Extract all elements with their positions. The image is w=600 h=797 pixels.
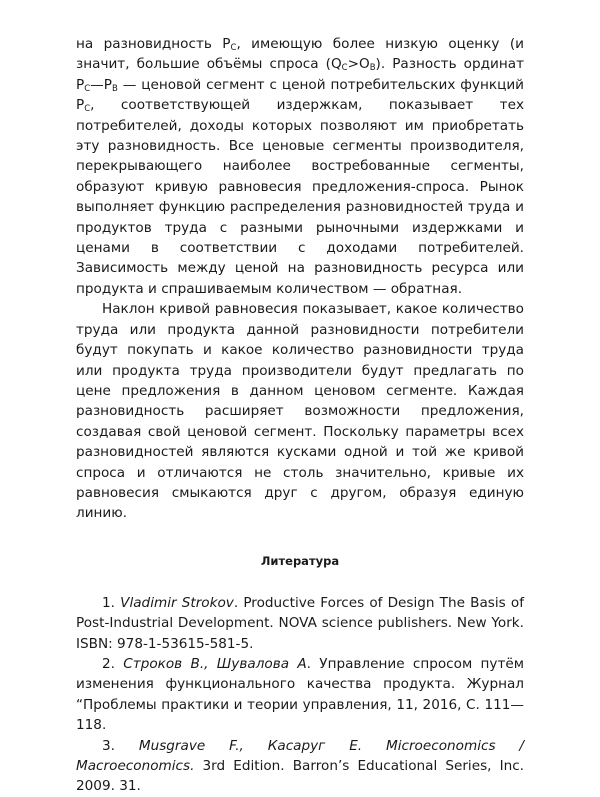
reference-item bbox=[76, 593, 524, 654]
reference-number: 2. bbox=[102, 655, 115, 672]
text-run: >O bbox=[347, 56, 370, 73]
text-run: —P bbox=[90, 76, 112, 93]
subscript: B bbox=[369, 63, 376, 74]
subscript: C bbox=[84, 104, 91, 115]
text-run: , соответствующей издержкам, показывает тех потребителей, доходы которых позволяют им приобретать эту разновидность. Все ценовые сегменты производителя, перекрывающего наиболее востребованные сегменты, образуют кривую равновесия предложения-спроса. Рынок выполняет функцию распределения разновидностей труда и продуктов труда с разными рыночными издержками и ценами в соответствии с доходами потребителей. Зависимость между ценой на разновидность ресурса или продукта и спрашиваемым количеством — обратная. bbox=[76, 97, 524, 297]
reference-text: 3rd Edition. Barron’s Educational Series, Inc. 2009. 31. bbox=[76, 758, 524, 795]
body-paragraph-2: Наклон кривой равновесия показывает, какое количество труда или продукта данной разновидности потребители будут покупать и какое количество разновидности труда или продукта труда производители будут предлагать по цене предложения в данном ценовом сегменте. Каждая разновидность расширяет возможности предложения, создавая свой ценовой сегмент. Поскольку параметры всех разновидностей являются кусками одной и той же кривой спроса и отличаются не столь значительно, кривые их равновесия смыкаются друг с другом, образуя единую линию. bbox=[76, 301, 524, 522]
text-run: ). Разность ординат P bbox=[76, 56, 524, 93]
reference-authors: Musgrave F., Касаруг E. Microeconomics / Macroeconomics. bbox=[76, 737, 524, 774]
reference-number: 3. bbox=[102, 737, 115, 754]
subscript: C bbox=[230, 43, 237, 53]
subscript: B bbox=[111, 83, 118, 94]
reference-item bbox=[76, 736, 524, 797]
subscript: C bbox=[341, 63, 348, 74]
body-paragraph-1 bbox=[76, 34, 524, 299]
text-run: , имеющую более низкую оценку (и значит, большие объёмы спроса (Q bbox=[76, 36, 524, 73]
reference-item bbox=[76, 654, 524, 736]
text-run: на разновидность P bbox=[76, 36, 231, 52]
references-heading: Литература bbox=[260, 553, 340, 568]
text-run: — ценовой сегмент с ценой потребительских функций P bbox=[76, 76, 524, 114]
subscript: C bbox=[84, 83, 91, 94]
reference-authors: Vladimir Strokov bbox=[120, 594, 234, 611]
page-content bbox=[76, 34, 524, 797]
reference-number: 1. bbox=[102, 594, 115, 611]
reference-authors: Строков В., Шувалова А bbox=[123, 655, 307, 672]
reference-text: . Productive Forces of Design The Basis of Post-Industrial Development. NOVA science publishers. New York. ISBN: 978-1-53615-581-5. bbox=[76, 594, 524, 652]
reference-text: . Управление спросом путём изменения функционального качества продукта. Журнал “Проблемы практики и теории управления, 11, 2016, С. 111—118. bbox=[76, 655, 524, 734]
